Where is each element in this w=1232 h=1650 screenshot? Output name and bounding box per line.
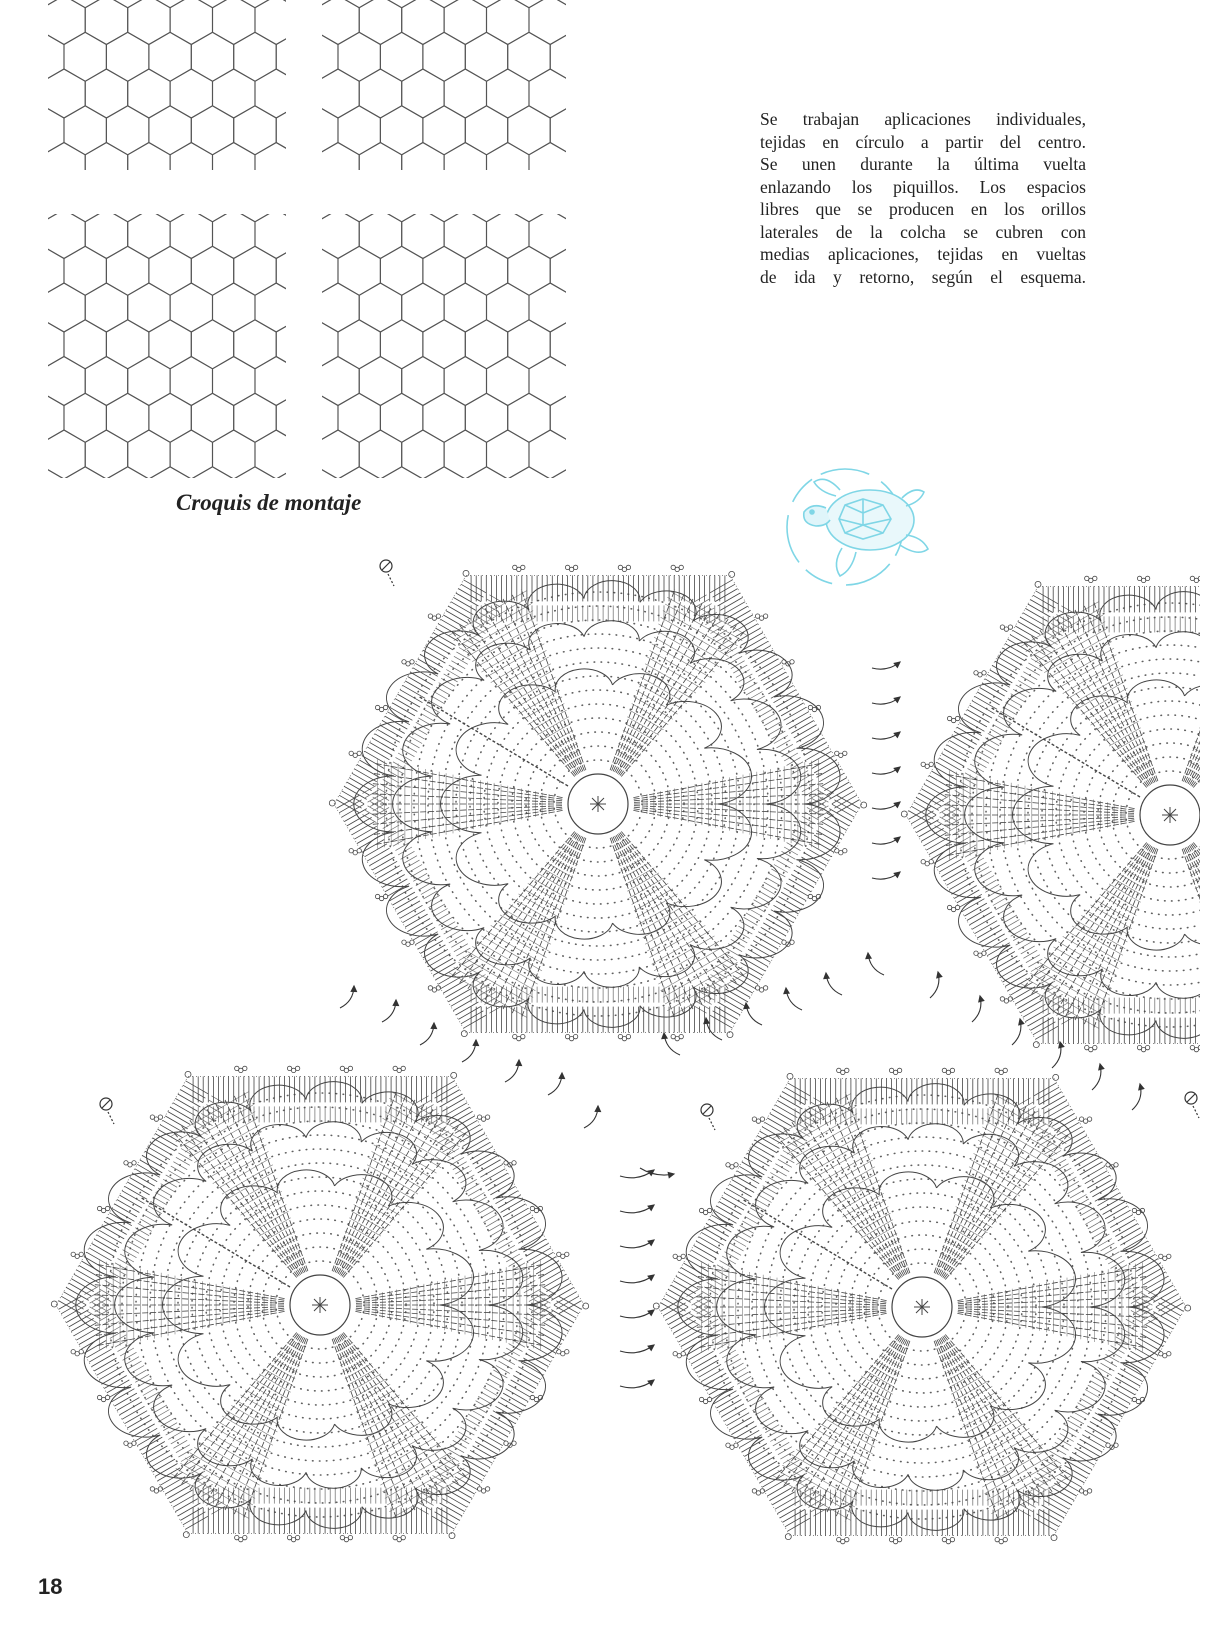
start-marker-icon xyxy=(701,1104,715,1130)
arrow-head xyxy=(894,732,900,737)
assembly-caption: Croquis de montaje xyxy=(176,490,362,515)
description-line: laterales de la colcha se cubren con xyxy=(760,221,1086,242)
arrow-head xyxy=(1019,1019,1024,1025)
arrow-head xyxy=(648,1345,654,1350)
start-marker-icon xyxy=(380,560,394,586)
arrow-head xyxy=(648,1240,654,1245)
arrow-head xyxy=(431,1023,436,1029)
turtle-stamp xyxy=(787,469,928,585)
description-line: enlazando los piquillos. Los espacios xyxy=(760,176,1086,197)
crochet-motif xyxy=(653,1068,1190,1544)
crochet-motif xyxy=(329,565,866,1041)
arrow-head xyxy=(1139,1084,1144,1090)
arrow-head xyxy=(351,986,356,992)
arrow-head xyxy=(784,988,789,994)
arrow-head xyxy=(744,1003,749,1009)
crochet-motif xyxy=(51,1066,588,1542)
arrow-head xyxy=(393,1000,398,1006)
arrow-head xyxy=(648,1275,654,1280)
arrow-head xyxy=(1099,1064,1104,1070)
description-line: de ida y retorno, según el esquema. xyxy=(760,266,1086,287)
start-marker-icon xyxy=(100,1098,114,1124)
arrow-head xyxy=(894,802,900,807)
description-line: libres que se producen en los orillos xyxy=(760,199,1086,219)
arrow-head xyxy=(894,767,900,772)
crochet-motif xyxy=(901,576,1232,1052)
description-line: tejidas en círculo a partir del centro. xyxy=(760,131,1086,152)
arrow-head xyxy=(648,1310,654,1315)
arrow-head xyxy=(559,1073,564,1079)
arrow-head xyxy=(473,1040,478,1046)
page-number: 18 xyxy=(38,1574,63,1599)
arrow-head xyxy=(824,973,829,979)
arrow-head xyxy=(866,953,871,959)
turtle-icon xyxy=(804,479,928,576)
description-line: Se unen durante la última vuelta xyxy=(760,154,1086,174)
arrow-head xyxy=(937,972,942,978)
arrow-head xyxy=(648,1380,654,1385)
arrow-head xyxy=(894,837,900,842)
description-line: medias aplicaciones, tejidas en vueltas xyxy=(760,244,1086,264)
arrow-head xyxy=(662,1033,667,1039)
description-text xyxy=(760,108,1086,288)
arrow-head xyxy=(668,1173,674,1178)
arrow-head xyxy=(894,662,900,667)
start-marker-icon xyxy=(1185,1092,1199,1118)
arrow-head xyxy=(516,1060,521,1066)
description-line: Se trabajan aplicaciones individuales, xyxy=(760,109,1086,129)
arrow-head xyxy=(595,1106,600,1112)
arrow-head xyxy=(894,872,900,877)
arrow-head xyxy=(979,996,984,1002)
arrow-head xyxy=(648,1205,654,1210)
arrow-head xyxy=(894,697,900,702)
